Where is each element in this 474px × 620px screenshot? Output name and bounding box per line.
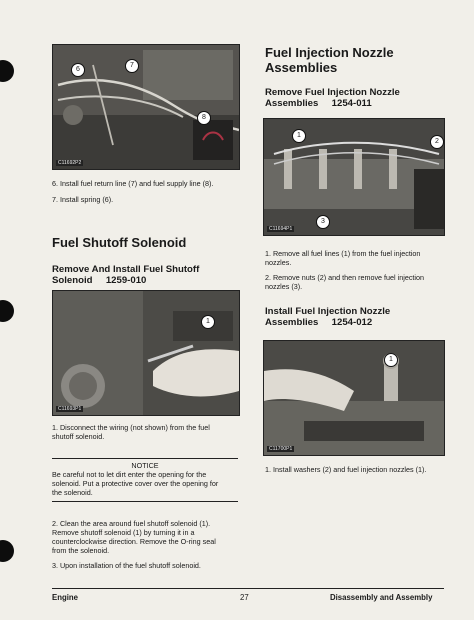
section-title-line1: Fuel Injection Nozzle [265,45,394,60]
callout-6: 6 [71,63,85,77]
engine-photo-nozzle-install-art [264,341,444,455]
remove-nozzle-title-line1: Remove Fuel Injection Nozzle [265,87,400,98]
engine-photo-shutoff-solenoid-art [53,291,239,415]
callout-2: 2 [430,135,444,149]
install-step-1: 1. Install washers (2) and fuel injection nozzles (1). [265,465,427,474]
callout-1: 1 [292,129,306,143]
notice-top-rule [52,458,238,459]
binder-hole-middle [0,300,14,322]
install-nozzle-title-line2: Assemblies 1254-012 [265,317,373,328]
footer-rule [52,588,444,589]
step-2-line2: Remove shutoff solenoid (1) by turning it in a [52,528,195,537]
engine-photo-nozzle-removal-art [264,119,444,235]
step-1-line1: 1. Disconnect the wiring (not shown) from the fuel [52,423,210,432]
engine-photo-shutoff-solenoid [52,290,240,416]
binder-hole-top [0,60,14,82]
section-title-line2: Assemblies [265,60,338,75]
notice-line3: the solenoid. [52,488,93,497]
notice-line1: Be careful not to let dirt enter the opening for the [52,470,207,479]
step-7: 7. Install spring (6). [52,195,114,204]
callout-7: 7 [125,59,139,73]
subsection-title-line2: Solenoid 1259-010 [52,275,147,286]
section-title-fuel-shutoff: Fuel Shutoff Solenoid [52,235,187,250]
engine-photo-fuel-lines [52,44,240,170]
remove-step-1-line1: 1. Remove all fuel lines (1) from the fuel injection [265,249,421,258]
figure-caption: C11693P1 [58,406,82,412]
install-nozzle-title-line1: Install Fuel Injection Nozzle [265,306,391,317]
remove-step-2-line1: 2. Remove nuts (2) and then remove fuel injection [265,273,425,282]
remove-step-1-line2: nozzles. [265,258,292,267]
notice-bottom-rule [52,501,238,502]
step-2-line4: from the solenoid. [52,546,110,555]
callout-1: 1 [384,353,398,367]
notice-title: NOTICE [131,461,159,470]
callout-3: 3 [316,215,330,229]
page-number: 27 [240,593,249,602]
footer-right: Disassembly and Assembly [330,593,433,602]
remove-step-2-line2: nozzles (3). [265,282,303,291]
binder-hole-bottom [0,540,14,562]
subsection-title-line1: Remove And Install Fuel Shutoff [52,264,200,275]
figure-caption: C11692P2 [58,160,82,166]
step-6: 6. Install fuel return line (7) and fuel supply line (8). [52,179,214,188]
figure-caption: C11694P1 [269,226,293,232]
engine-photo-nozzle-install [263,340,445,456]
callout-1: 1 [201,315,215,329]
notice-line2: solenoid. Put a protective cover over the opening for [52,479,219,488]
step-3: 3. Upon installation of the fuel shutoff solenoid. [52,561,201,570]
callout-8: 8 [197,111,211,125]
step-2-line1: 2. Clean the area around fuel shutoff solenoid (1). [52,519,211,528]
figure-caption: C11700P1 [269,446,293,452]
engine-photo-nozzle-removal [263,118,445,236]
remove-nozzle-title-line2: Assemblies 1254-011 [265,98,372,109]
footer-left: Engine [52,593,78,602]
step-2-line3: counterclockwise direction. Remove the O-ring seal [52,537,216,546]
step-1-line2: shutoff solenoid. [52,432,105,441]
